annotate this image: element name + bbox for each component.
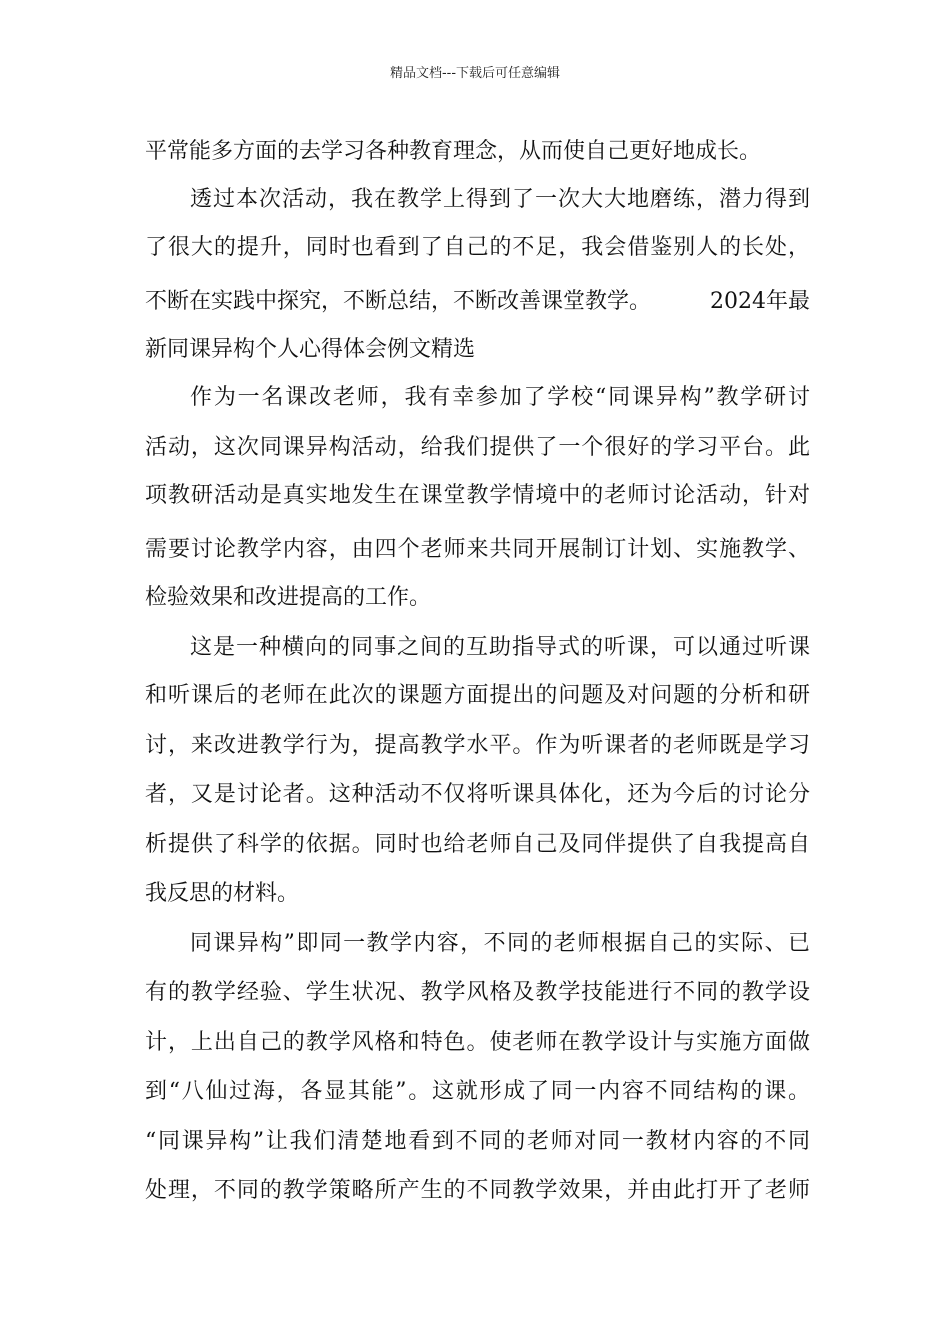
text-line: “同课异构”让我们清楚地看到不同的老师对同一教材内容的不同	[145, 1129, 810, 1154]
text-line: 这是一种横向的同事之间的互助指导式的听课，可以通过听课	[190, 635, 810, 660]
text-line: 者，又是讨论者。这种活动不仅将听课具体化，还为今后的讨论分	[145, 782, 810, 807]
text-line: 需要讨论教学内容，由四个老师来共同开展制订计划、实施教学、	[145, 537, 810, 562]
text-line: 讨，来改进教学行为，提高教学水平。作为听课者的老师既是学习	[145, 733, 810, 758]
text-line: 活动，这次同课异构活动，给我们提供了一个很好的学习平台。此	[145, 435, 810, 460]
text-line: 计，上出自己的教学风格和特色。使老师在教学设计与实施方面做	[145, 1030, 810, 1055]
text-line	[145, 287, 810, 317]
text-line: 处理，不同的教学策略所产生的不同教学效果，并由此打开了老师	[145, 1178, 810, 1203]
text-line: 平常能多方面的去学习各种教育理念，从而使自己更好地成长。	[145, 139, 762, 164]
text-line: 到“八仙过海，各显其能”。这就形成了同一内容不同结构的课。	[145, 1079, 810, 1104]
page-header: 精品文档---下载后可任意编辑	[389, 66, 561, 81]
text-line: 我反思的材料。	[145, 881, 300, 906]
text-line: 同课异构”即同一教学内容，不同的老师根据自己的实际、已	[190, 931, 810, 956]
text-line: 作为一名课改老师，我有幸参加了学校“同课异构”教学研讨	[190, 385, 810, 410]
text-line: 了很大的提升，同时也看到了自己的不足，我会借鉴别人的长处，	[145, 235, 810, 260]
text-line-left: 不断在实践中探究，不断总结，不断改善课堂教学。	[145, 289, 652, 314]
text-line: 新同课异构个人心得体会例文精选	[145, 337, 476, 362]
text-line: 透过本次活动，我在教学上得到了一次大大地磨练，潜力得到	[190, 187, 810, 212]
text-line: 有的教学经验、学生状况、教学风格及教学技能进行不同的教学设	[145, 980, 810, 1005]
text-line: 和听课后的老师在此次的课题方面提出的问题及对问题的分析和研	[145, 683, 810, 708]
text-line: 项教研活动是真实地发生在课堂教学情境中的老师讨论活动，针对	[145, 483, 810, 508]
text-line-right: 2024年最	[710, 289, 810, 314]
text-line: 析提供了科学的依据。同时也给老师自己及同伴提供了自我提高自	[145, 832, 810, 857]
text-line: 检验效果和改进提高的工作。	[145, 585, 432, 610]
